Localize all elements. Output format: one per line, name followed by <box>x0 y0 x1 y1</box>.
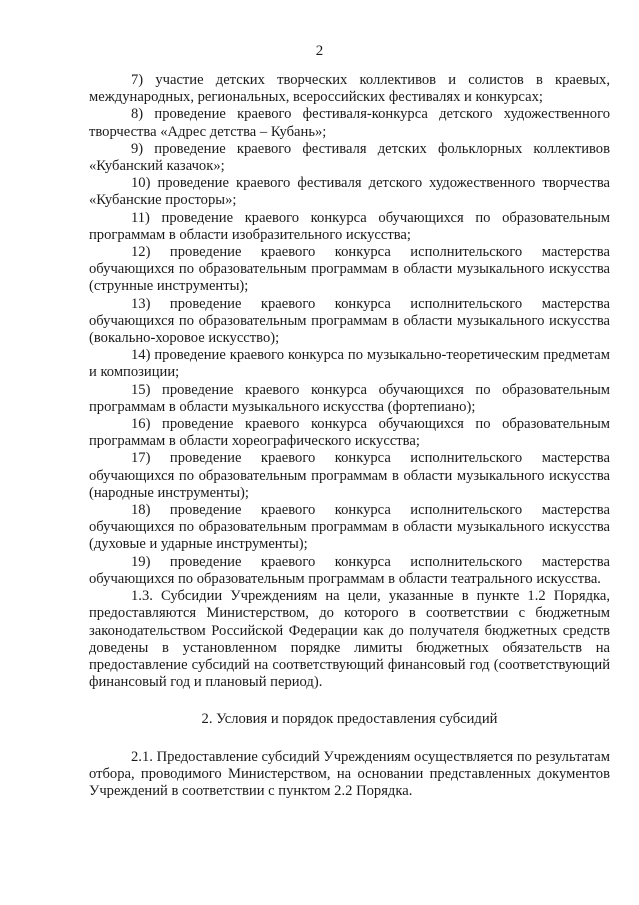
list-item-19: 19) проведение краевого конкурса исполнительского мастерства обучающихся по образовательным программам в области театрального искусства. <box>89 553 610 587</box>
list-item-7: 7) участие детских творческих коллективов и солистов в краевых, международных, региональных, всероссийских фестивалях и конкурсах; <box>89 72 610 106</box>
clause-1-3: 1.3. Субсидии Учреждениям на цели, указанные в пункте 1.2 Порядка, предоставляются Министерством, до которого в соответствии с бюджетным законодательством Российской Федерации как до получателя бюджетных средств доведены в установленном порядке лимиты бюджетных обязательств на предоставление субсидий на соответствующий финансовый год (соответствующий финансовый год и плановый период). <box>89 588 610 691</box>
list-item-15: 15) проведение краевого конкурса обучающихся по образовательным программам в области музыкального искусства (фортепиано); <box>89 381 610 415</box>
list-item-11: 11) проведение краевого конкурса обучающихся по образовательным программам в области изобразительного искусства; <box>89 209 610 243</box>
page-number: 2 <box>315 43 324 59</box>
clause-2-1: 2.1. Предоставление субсидий Учреждениям осуществляется по результатам отбора, проводимого Министерством, на основании представленных документов Учреждений в соответствии с пунктом 2.2 Порядка. <box>89 748 610 799</box>
list-item-10: 10) проведение краевого фестиваля детского художественного творчества «Кубанские просторы»; <box>89 175 610 209</box>
list-item-14: 14) проведение краевого конкурса по музыкально-теоретическим предметам и композиции; <box>89 347 610 381</box>
list-item-17: 17) проведение краевого конкурса исполнительского мастерства обучающихся по образовательным программам в области музыкального искусства (народные инструменты); <box>89 450 610 501</box>
list-item-9: 9) проведение краевого фестиваля детских фольклорных коллективов «Кубанский казачок»; <box>89 140 610 175</box>
document-body <box>89 72 610 800</box>
list-item-18: 18) проведение краевого конкурса исполнительского мастерства обучающихся по образовательным программам в области музыкального искусства (духовые и ударные инструменты); <box>89 502 610 553</box>
list-item-12: 12) проведение краевого конкурса исполнительского мастерства обучающихся по образовательным программам в области музыкального искусства (струнные инструменты); <box>89 244 610 295</box>
list-item-16: 16) проведение краевого конкурса обучающихся по образовательным программам в области хореографического искусства; <box>89 416 610 450</box>
list-item-13: 13) проведение краевого конкурса исполнительского мастерства обучающихся по образовательным программам в области музыкального искусства (вокально-хоровое искусство); <box>89 295 610 347</box>
section-2-heading: 2. Условия и порядок предоставления субсидий <box>201 711 498 728</box>
list-item-8: 8) проведение краевого фестиваля-конкурса детского художественного творчества «Адрес детства – Кубань»; <box>89 106 610 140</box>
